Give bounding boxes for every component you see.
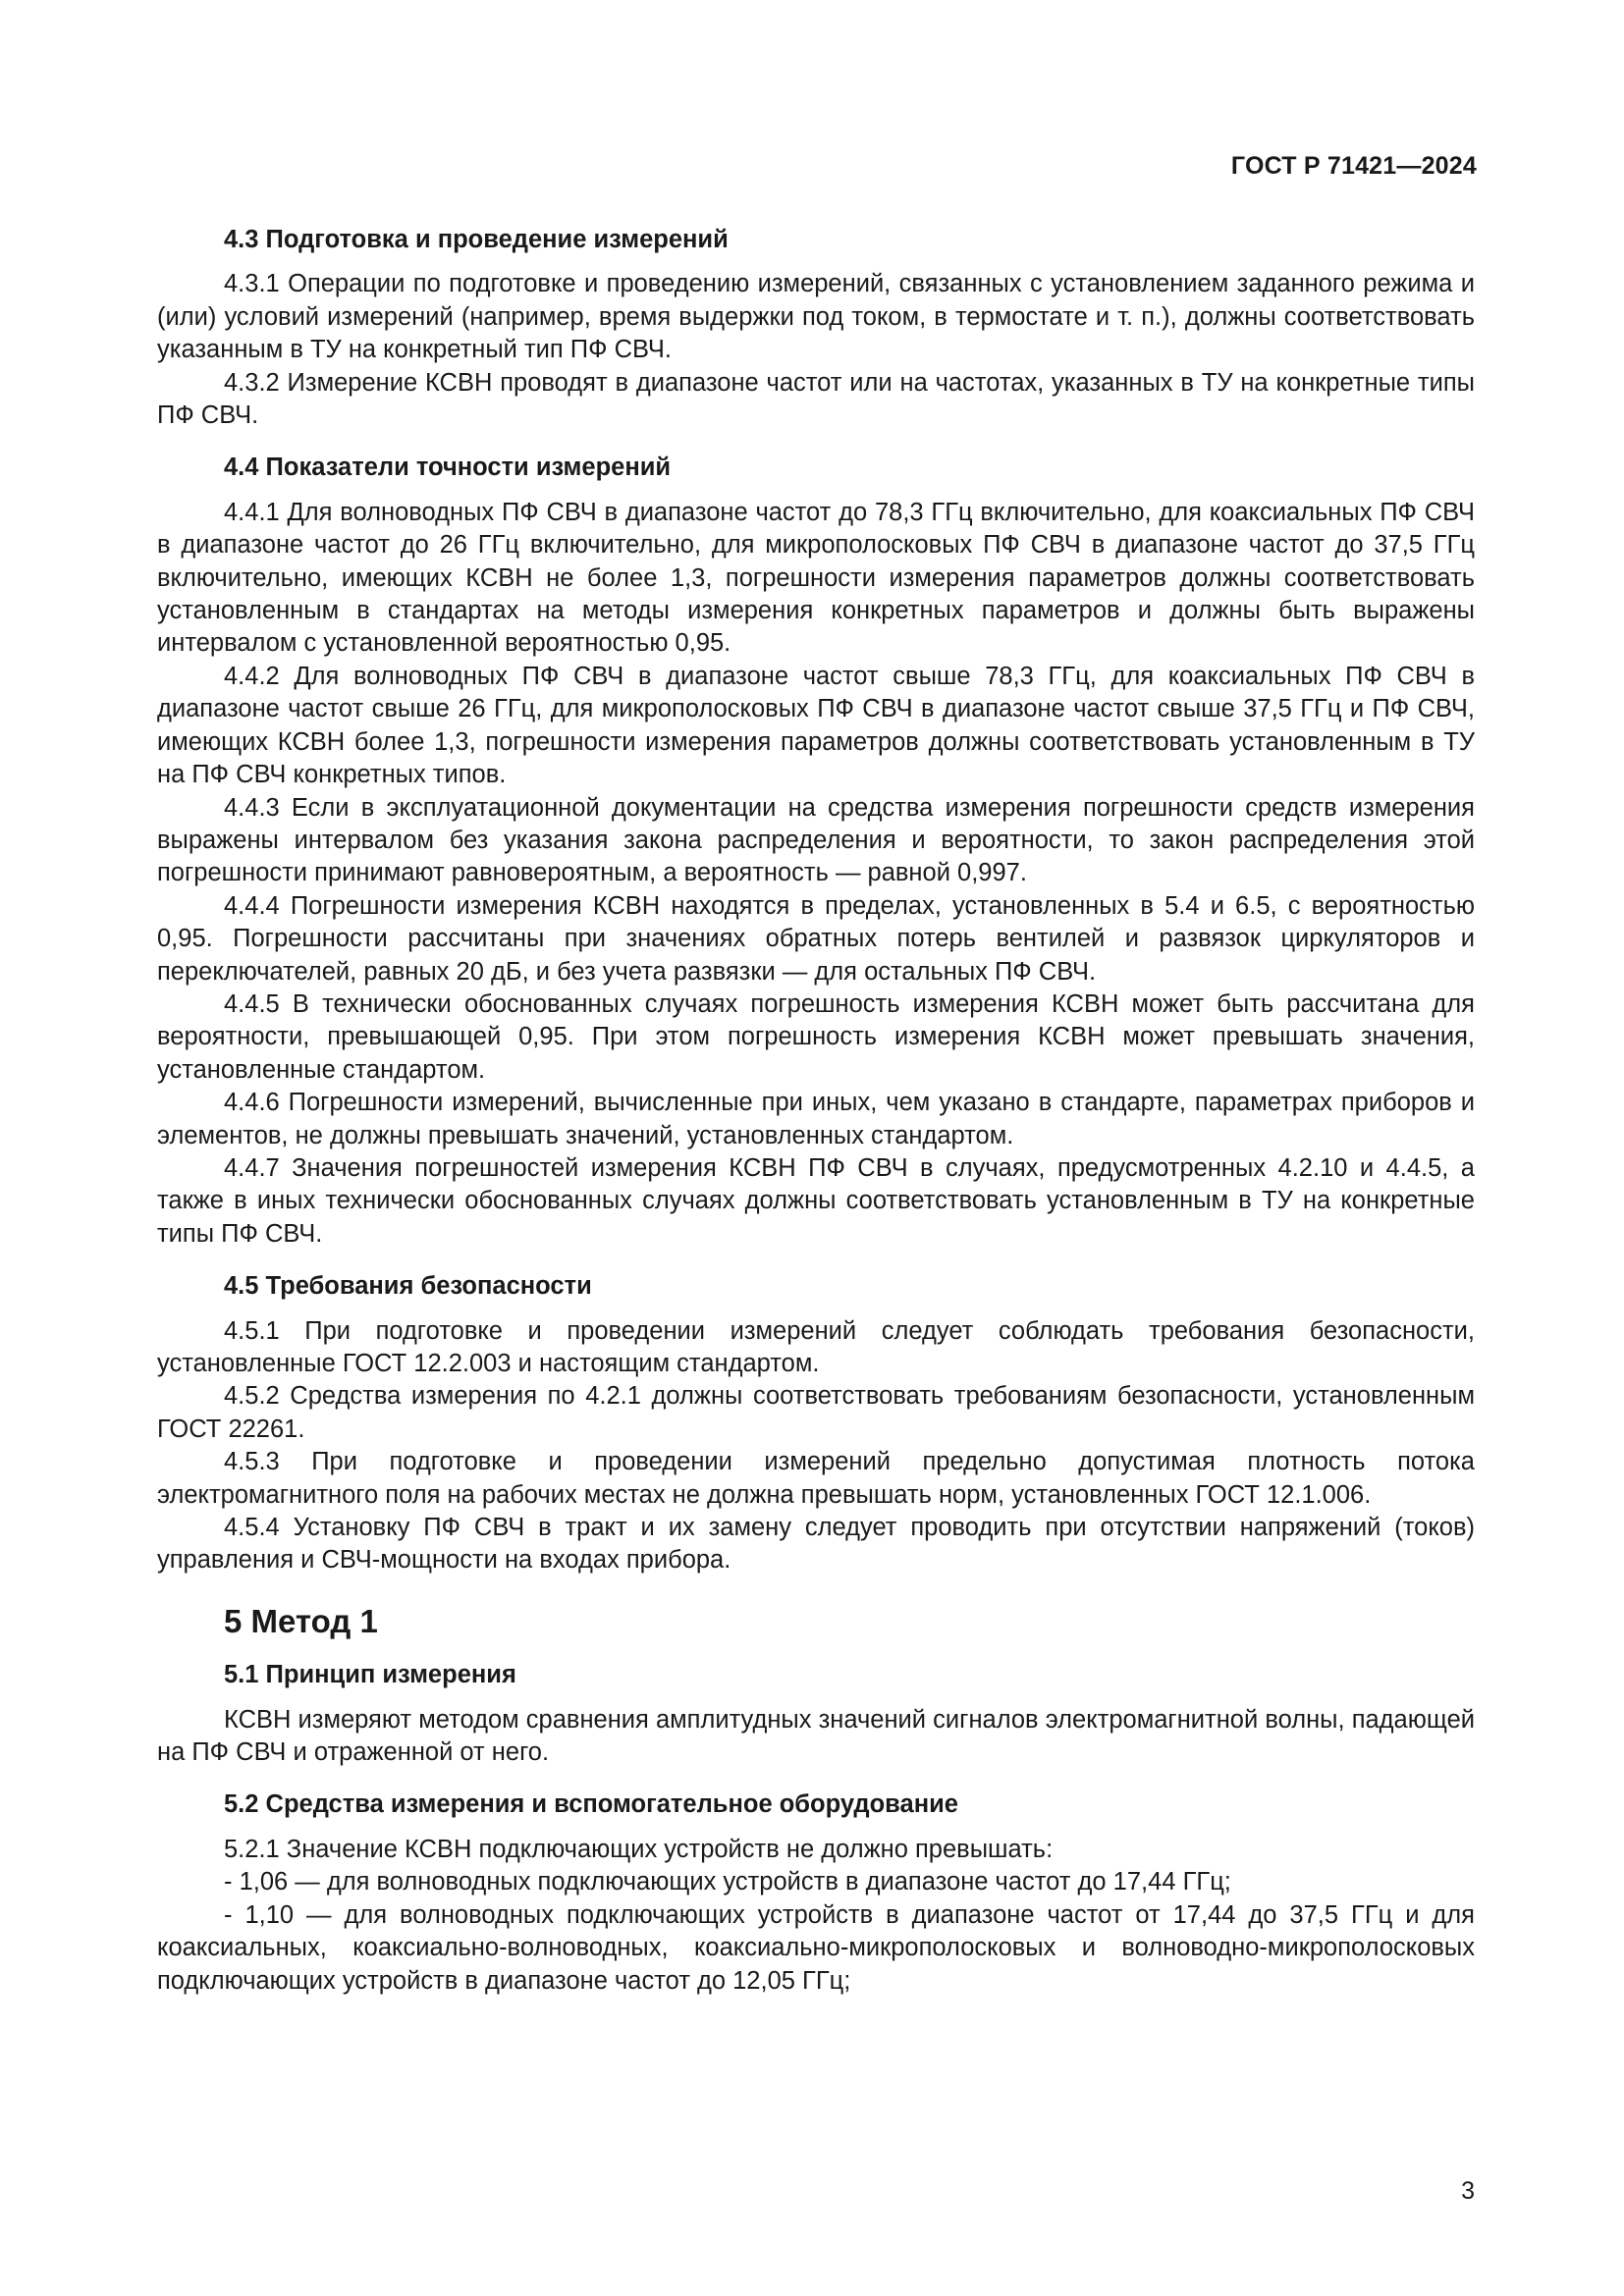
section-4-3-heading: 4.3 Подготовка и проведение измерений bbox=[224, 226, 729, 253]
paragraph-4-3-2: 4.3.2 Измерение КСВН проводят в диапазоне частот или на частотах, указанных в ТУ на конкретные типы ПФ СВЧ. bbox=[157, 368, 1475, 430]
paragraph-4-4-2: 4.4.2 Для волноводных ПФ СВЧ в диапазоне частот свыше 78,3 ГГц, для коаксиальных ПФ СВЧ в диапазоне частот свыше 26 ГГц, для микрополосковых ПФ СВЧ в диапазоне частот свыше 37,5 ГГц и ПФ СВЧ, имеющих КСВН более 1,3, погрешности измерения параметров должны соответствовать установленным в ТУ на ПФ СВЧ конкретных типов. bbox=[157, 662, 1475, 789]
section-5-1-heading: 5.1 Принцип измерения bbox=[224, 1661, 516, 1689]
paragraph-5-1: КСВН измеряют методом сравнения амплитудных значений сигналов электромагнитной волны, падающей на ПФ СВЧ и отраженной от него. bbox=[157, 1705, 1475, 1767]
paragraph-4-4-3: 4.4.3 Если в эксплуатационной документации на средства измерения погрешности средств измерения выражены интервалом без указания закона распределения и вероятности, то закон распределения этой погрешности принимают равновероятным, а вероятность — равной 0,997. bbox=[157, 793, 1475, 887]
section-5-heading: 5 Метод 1 bbox=[224, 1602, 378, 1639]
paragraph-4-4-5: 4.4.5 В технически обоснованных случаях погрешность измерения КСВН может быть рассчитана для вероятности, превышающей 0,95. При этом погрешность измерения КСВН может превышать значения, установленные стандартом. bbox=[157, 989, 1475, 1084]
page-number: 3 bbox=[1461, 2177, 1475, 2205]
paragraph-5-2-1: 5.2.1 Значение КСВН подключающих устройств не должно превышать: bbox=[224, 1835, 1054, 1863]
list-item: - 1,06 — для волноводных подключающих устройств в диапазоне частот до 17,44 ГГц; bbox=[224, 1868, 1231, 1896]
section-4-5-heading: 4.5 Требования безопасности bbox=[224, 1272, 592, 1301]
paragraph-4-5-2: 4.5.2 Средства измерения по 4.2.1 должны соответствовать требованиям безопасности, установленным ГОСТ 22261. bbox=[157, 1382, 1475, 1443]
paragraph-4-4-7: 4.4.7 Значения погрешностей измерения КСВН ПФ СВЧ в случаях, предусмотренных 4.2.10 и 4.4.5, а также в иных технически обоснованных случаях должны соответствовать установленным в ТУ на конкретные типы ПФ СВЧ. bbox=[157, 1153, 1475, 1248]
section-4-4-heading: 4.4 Показатели точности измерений bbox=[224, 454, 672, 482]
paragraph-4-5-4: 4.5.4 Установку ПФ СВЧ в тракт и их замену следует проводить при отсутствии напряжений (токов) управления и СВЧ-мощности на входах прибора. bbox=[157, 1514, 1475, 1575]
document-code: ГОСТ Р 71421—2024 bbox=[1230, 152, 1477, 180]
paragraph-4-5-1: 4.5.1 При подготовке и проведении измерений следует соблюдать требования безопасности, установленные ГОСТ 12.2.003 и настоящим стандартом. bbox=[157, 1316, 1475, 1377]
paragraph-4-3-1: 4.3.1 Операции по подготовке и проведению измерений, связанных с установлением заданного режима и (или) условий измерений (например, время выдержки под током, в термостате и т. п.), должны соответствовать указанным в ТУ на конкретный тип ПФ СВЧ. bbox=[157, 270, 1475, 364]
paragraph-4-4-4: 4.4.4 Погрешности измерения КСВН находятся в пределах, установленных в 5.4 и 6.5, с вероятностью 0,95. Погрешности рассчитаны при значениях обратных потерь вентилей и развязок циркуляторов и переключателей, равных 20 дБ, и без учета развязки — для остальных ПФ СВЧ. bbox=[157, 891, 1475, 986]
paragraph-4-4-1: 4.4.1 Для волноводных ПФ СВЧ в диапазоне частот до 78,3 ГГц включительно, для коаксиальных ПФ СВЧ в диапазоне частот до 26 ГГц включительно, для микрополосковых ПФ СВЧ в диапазоне частот до 37,5 ГГц включительно, имеющих КСВН не более 1,3, погрешности измерения параметров должны соответствовать установленным в стандартах на методы измерения конкретных параметров и должны быть выражены интервалом с установленной вероятностью 0,95. bbox=[157, 498, 1475, 658]
document-body bbox=[157, 224, 1475, 1998]
section-5-2-heading: 5.2 Средства измерения и вспомогательное оборудование bbox=[224, 1790, 958, 1819]
list-item: - 1,10 — для волноводных подключающих устройств в диапазоне частот от 17,44 до 37,5 ГГц и для коаксиальных, коаксиально-волноводных, коаксиально-микрополосковых и волноводно-микрополосковых подключающих устройств в диапазоне частот до 12,05 ГГц; bbox=[157, 1900, 1475, 1995]
paragraph-4-5-3: 4.5.3 При подготовке и проведении измерений предельно допустимая плотность потока электромагнитного поля на рабочих местах не должна превышать норм, установленных ГОСТ 12.1.006. bbox=[157, 1448, 1475, 1509]
paragraph-4-4-6: 4.4.6 Погрешности измерений, вычисленные при иных, чем указано в стандарте, параметрах приборов и элементов, не должны превышать значений, установленных стандартом. bbox=[157, 1089, 1475, 1149]
